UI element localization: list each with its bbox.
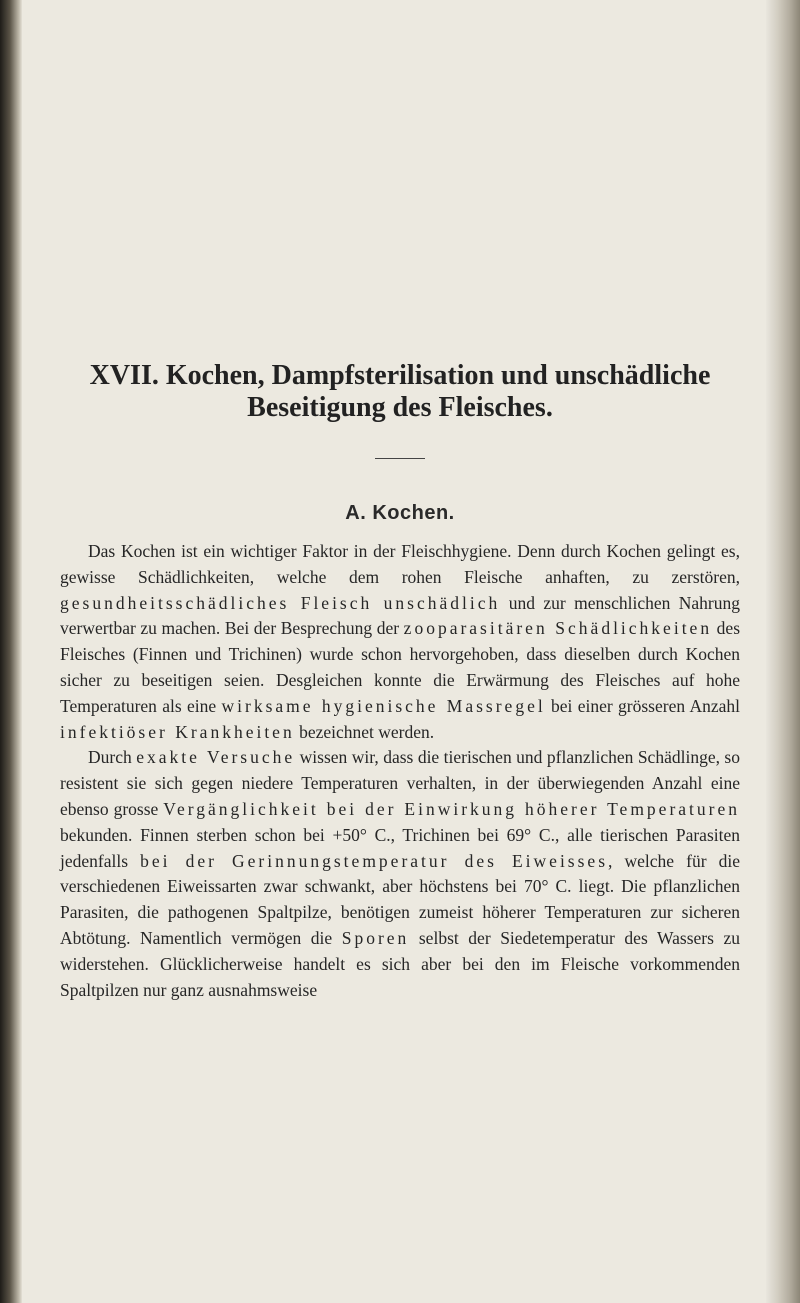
spaced-emphasis: Sporen	[341, 927, 410, 948]
text-run: , welche für die verschiedenen Eiweissarten zwar schwankt, aber höchstens bei 70° C. liegt. Die pflanzlichen Parasiten, die pathogenen Spaltpilze, benötigen zumeist höherer Temperaturen zur sicheren Abtötung. Namentlich vermögen die	[60, 850, 740, 948]
spaced-emphasis: Vergänglichkeit bei der Einwirkung höherer Temperaturen	[163, 798, 741, 819]
title-divider	[375, 458, 425, 459]
text-run: wissen wir, dass die tierischen und pflanzlichen Schädlinge, so resistent sie sich gegen niedere Temperaturen verhalten, in der überwiegenden Anzahl eine ebenso grosse	[60, 747, 740, 819]
section-title: A. Kochen.	[345, 502, 455, 524]
text-run: bezeichnet werden.	[294, 721, 435, 742]
spaced-emphasis: exakte Versuche	[136, 747, 296, 768]
text-run: und zur menschlichen Nahrung verwertbar zu machen. Bei der Besprechung der	[60, 592, 741, 639]
body-text	[60, 539, 740, 1003]
text-run: bei einer grösseren Anzahl	[545, 695, 740, 716]
text-run: Durch	[88, 747, 137, 768]
text-run: des Fleisches (Finnen und Trichinen) wurde schon hervorgehoben, dass dieselben durch Kochen sicher zu beseitigen seien. Desgleichen konnte die Erwärmung des Fleisches auf hohe Temperaturen als eine	[60, 618, 741, 716]
paragraph	[60, 539, 740, 745]
spaced-emphasis: gesundheitsschädliches Fleisch unschädlich	[60, 592, 501, 613]
book-page	[60, 360, 740, 1003]
spaced-emphasis: infektiöser Krankheiten	[60, 721, 295, 742]
spaced-emphasis: zooparasitären Schädlichkeiten	[403, 618, 713, 639]
spaced-emphasis: bei der Gerinnungstemperatur des Eiweisses	[140, 850, 609, 871]
book-page-edge-right	[766, 0, 800, 1303]
text-run: bekunden. Finnen sterben schon bei +50° C., Trichinen bei 69° C., alle tierischen Parasiten jedenfalls	[60, 824, 740, 871]
book-spine-shadow-left	[0, 0, 22, 1303]
chapter-title: XVII. Kochen, Dampfsterilisation und unschädliche Beseitigung des Fleisches.	[89, 360, 711, 423]
text-run: Das Kochen ist ein wichtiger Faktor in der Fleischhygiene. Denn durch Kochen gelingt es, gewisse Schädlichkeiten, welche dem rohen Fleische anhaften, zu zerstören,	[60, 541, 740, 587]
text-run: selbst der Siedetemperatur des Wassers zu widerstehen. Glücklicherweise handelt es sich aber bei den im Fleische vorkommenden Spaltpilzen nur ganz ausnahmsweise	[60, 927, 740, 1000]
spaced-emphasis: wirksame hygienische Massregel	[221, 695, 546, 716]
paragraph	[60, 745, 740, 1003]
